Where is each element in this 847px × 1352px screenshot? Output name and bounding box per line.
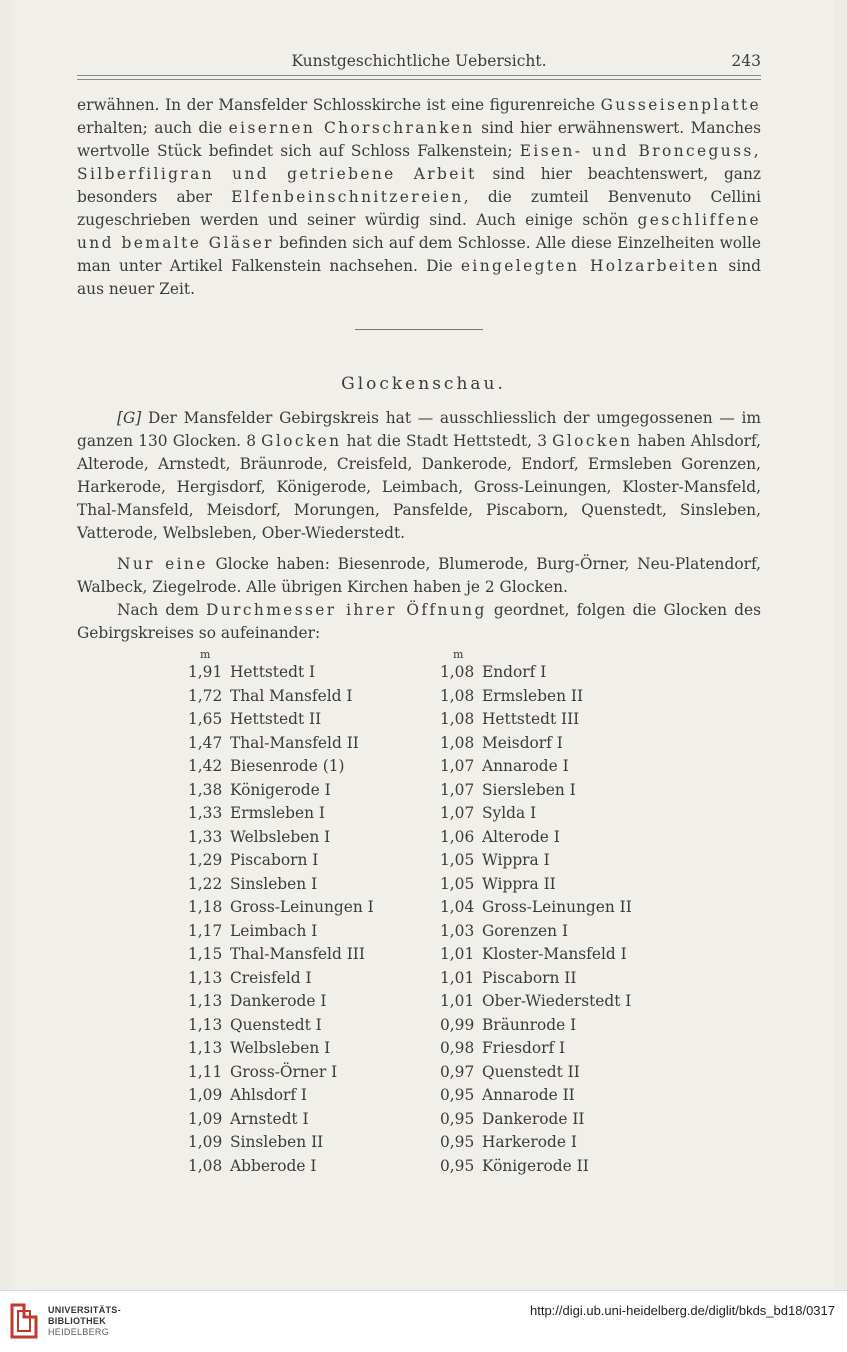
bell-diameter: 1,65 (188, 710, 223, 728)
text-run: eingelegten Holzarbeiten (460, 257, 721, 275)
bell-location: Sinsleben I (230, 874, 318, 893)
bell-location: Piscaborn I (230, 851, 319, 869)
bell-location: Arnstedt I (230, 1109, 309, 1128)
bell-diameter: 1,01 (440, 992, 475, 1010)
bell-diameter: 1,01 (440, 945, 475, 963)
bell-location: Annarode I (482, 757, 569, 775)
unit-label-right: m (453, 648, 464, 661)
text-run: eisernen Chorschranken (228, 119, 475, 137)
bell-row (188, 849, 374, 873)
bell-row (188, 685, 374, 709)
bell-row (440, 1131, 632, 1155)
bell-diameter: 1,08 (188, 1156, 223, 1175)
bell-row (440, 1014, 632, 1038)
bell-diameter: 1,91 (188, 663, 223, 681)
bell-row (440, 732, 632, 756)
text-run: Glocken (261, 432, 342, 450)
text-run: Durchmesser ihrer Öffnung (206, 601, 487, 619)
bell-location: Dankerode I (230, 992, 327, 1010)
bell-location: Hettstedt II (230, 710, 322, 728)
text-run: erwähnen. In der Mansfelder Schlosskirche ist eine figurenreiche (77, 96, 601, 114)
bell-row (188, 943, 374, 967)
bell-diameter: 0,97 (440, 1062, 475, 1081)
bells-paragraph-2 (77, 553, 761, 599)
bell-diameter: 0,95 (440, 1109, 475, 1128)
bell-row (440, 1084, 632, 1108)
bell-row (440, 1108, 632, 1132)
section-separator (355, 329, 483, 330)
text-run: sind hier erwähnenswert. Manches wertvolle Stück befindet sich auf Schloss Falkenstein; (77, 119, 761, 160)
bell-diameter: 1,33 (188, 827, 223, 846)
bell-row (440, 849, 632, 873)
bell-location: Annarode II (482, 1086, 575, 1104)
text-run: Der Mansfelder Gebirgskreis hat — ausschliesslich der umgegossenen — im ganzen 130 Glocken. 8 (77, 409, 761, 450)
logo-line-3: HEIDELBERG (48, 1327, 110, 1337)
bell-row (188, 1108, 374, 1132)
bell-diameter: 0,95 (440, 1133, 475, 1151)
library-logo-icon (8, 1301, 42, 1341)
bell-diameter: 1,08 (440, 663, 475, 681)
bell-location: Welbsleben I (230, 827, 331, 846)
bell-row (188, 779, 374, 803)
bell-row (188, 1037, 374, 1061)
text-run: sind aus neuer Zeit. (77, 257, 762, 298)
text-run: Eisen- und Bronceguss, Silberfiligran und getriebene Arbeit (77, 142, 761, 183)
bell-location: Endorf I (482, 663, 547, 681)
bell-location: Wippra I (482, 851, 550, 869)
bell-location: Piscaborn II (482, 968, 577, 987)
bell-diameter: 1,07 (440, 804, 475, 822)
section-heading: Glockenschau. (341, 374, 506, 394)
bell-diameter: 1,08 (440, 710, 475, 728)
bell-location: Ermsleben I (230, 804, 325, 822)
bell-diameter: 1,13 (188, 1039, 223, 1057)
bell-row (188, 802, 374, 826)
bell-diameter: 1,09 (188, 1133, 223, 1151)
page-number: 243 (731, 52, 761, 70)
bell-row (188, 1014, 374, 1038)
bell-row (188, 1084, 374, 1108)
text-run: hat die Stadt Hettstedt, 3 (341, 432, 553, 450)
bell-diameter: 1,33 (188, 804, 223, 822)
bell-row (440, 685, 632, 709)
bell-row (440, 873, 632, 897)
bell-table-left (188, 661, 374, 1178)
bell-location: Quenstedt I (230, 1015, 322, 1034)
text-run: befinden sich auf dem Schlosse. Alle diese Einzelheiten wolle man unter Artikel Falkenstein nachsehen. Die (77, 234, 761, 275)
bell-diameter: 1,04 (440, 898, 475, 916)
bell-row (188, 661, 374, 685)
bell-diameter: 1,06 (440, 827, 475, 846)
bell-location: Ahlsdorf I (230, 1086, 307, 1104)
logo-line-2: BIBLIOTHEK (48, 1316, 106, 1326)
bell-row (440, 802, 632, 826)
bell-diameter: 0,95 (440, 1086, 475, 1104)
bell-diameter: 0,98 (440, 1039, 475, 1057)
bell-row (440, 990, 632, 1014)
bell-location: Siersleben I (482, 780, 576, 799)
bell-location: Leimbach I (230, 921, 318, 940)
bell-location: Thal-Mansfeld II (230, 733, 359, 752)
bell-location: Creisfeld I (230, 968, 312, 987)
text-run: [G] (117, 409, 142, 427)
bell-location: Bräunrode I (482, 1015, 577, 1034)
bell-row (188, 873, 374, 897)
bell-diameter: 1,05 (440, 874, 475, 893)
bell-location: Sinsleben II (230, 1133, 324, 1151)
bell-diameter: 1,09 (188, 1109, 223, 1128)
bell-location: Alterode I (482, 827, 560, 846)
bell-location: Gorenzen I (482, 921, 569, 940)
bell-diameter: 0,99 (440, 1015, 475, 1034)
bell-location: Sylda I (482, 804, 537, 822)
library-logo-text (48, 1305, 121, 1338)
bell-row (188, 967, 374, 991)
bell-location: Friesdorf I (482, 1039, 566, 1057)
bell-diameter: 1,13 (188, 968, 223, 987)
bell-location: Welbsleben I (230, 1039, 331, 1057)
bell-row (188, 1155, 374, 1179)
bells-paragraph-3 (77, 599, 761, 645)
bell-row (188, 1131, 374, 1155)
logo-line-1: UNIVERSITÄTS- (48, 1305, 121, 1315)
bell-row (440, 661, 632, 685)
bell-diameter: 1,11 (188, 1062, 223, 1081)
bell-row (440, 708, 632, 732)
footer-bar (0, 1290, 847, 1352)
bell-table-right (440, 661, 632, 1178)
bell-location: Gross-Örner I (230, 1062, 338, 1081)
bell-diameter: 1,05 (440, 851, 475, 869)
bell-row (188, 732, 374, 756)
bell-diameter: 1,17 (188, 921, 223, 940)
bell-row (440, 1155, 632, 1179)
bell-row (440, 1061, 632, 1085)
source-url-link[interactable]: http://digi.ub.uni-heidelberg.de/diglit/bkds_bd18/0317 (529, 1303, 835, 1318)
bell-location: Gross-Leinungen I (230, 898, 374, 916)
bell-diameter: 1,29 (188, 851, 223, 869)
bell-row (440, 755, 632, 779)
bell-location: Harkerode I (482, 1133, 577, 1151)
bell-location: Kloster-Mansfeld I (482, 945, 627, 963)
header-rule-bottom (77, 79, 761, 80)
bell-diameter: 1,13 (188, 1015, 223, 1034)
bell-diameter: 1,07 (440, 780, 475, 799)
bell-location: Meisdorf I (482, 733, 563, 752)
bell-row (188, 708, 374, 732)
text-run: sind hier beachtenswert, ganz besonders aber (77, 165, 761, 206)
header-rule-top (77, 75, 761, 76)
text-run: Glocke haben: Biesenrode, Blumerode, Burg-Örner, Neu-Platendorf, Walbeck, Ziegelrode. Alle übrigen Kirchen haben je 2 Glocken. (77, 555, 761, 596)
bell-row (188, 826, 374, 850)
bell-row (188, 896, 374, 920)
bell-diameter: 0,95 (440, 1156, 475, 1175)
text-run: , die zumteil Benvenuto Cellini zugeschrieben werden und seiner würdig sind. Auch einige schön (77, 188, 761, 229)
bell-diameter: 1,72 (188, 686, 223, 705)
bell-location: Thal-Mansfeld III (230, 945, 365, 963)
bell-location: Königerode II (482, 1156, 589, 1175)
intro-paragraph (77, 94, 761, 301)
unit-label-left: m (200, 648, 211, 661)
bell-diameter: 1,08 (440, 733, 475, 752)
bell-location: Biesenrode (1) (230, 757, 345, 775)
text-run: geschliffene und bemalte Gläser (77, 211, 761, 252)
text-run: Elfenbeinschnitzereien (231, 188, 464, 206)
bell-location: Gross-Leinungen II (482, 898, 632, 916)
bell-row (188, 1061, 374, 1085)
bell-row (188, 755, 374, 779)
bell-row (440, 826, 632, 850)
bell-location: Hettstedt III (482, 710, 580, 728)
bell-row (440, 1037, 632, 1061)
text-run: Nur eine (117, 555, 208, 573)
bell-location: Ermsleben II (482, 686, 584, 705)
bell-row (188, 920, 374, 944)
bell-diameter: 1,38 (188, 780, 223, 799)
running-header (77, 52, 761, 76)
bell-location: Dankerode II (482, 1109, 585, 1128)
bell-diameter: 1,18 (188, 898, 223, 916)
bell-row (188, 990, 374, 1014)
bell-diameter: 1,13 (188, 992, 223, 1010)
bell-diameter: 1,42 (188, 757, 223, 775)
bell-location: Abberode I (230, 1156, 317, 1175)
text-run: haben Ahlsdorf, Alterode, Arnstedt, Bräunrode, Creisfeld, Dankerode, Endorf, Ermsleben Gorenzen, Harkerode, Hergisdorf, Königerode, Leimbach, Gross-Leinungen, Kloster-Mansfeld, Thal-Mansfeld, Meisdorf, Morungen, Pansfelde, Piscaborn, Quenstedt, Sinsleben, Vatterode, Welbsleben, Ober-Wiederstedt. (77, 432, 761, 542)
bell-diameter: 1,01 (440, 968, 475, 987)
bell-row (440, 943, 632, 967)
bell-diameter: 1,07 (440, 757, 475, 775)
text-run: erhalten; auch die (77, 119, 229, 137)
running-title: Kunstgeschichtliche Uebersicht. (291, 52, 547, 70)
bell-location: Ober-Wiederstedt I (482, 992, 632, 1010)
bell-location: Thal Mansfeld I (230, 686, 353, 705)
text-run: geordnet, folgen die Glocken des Gebirgskreises so aufeinander: (77, 601, 761, 642)
bell-diameter: 1,47 (188, 733, 223, 752)
bell-diameter: 1,09 (188, 1086, 223, 1104)
bell-diameter: 1,08 (440, 686, 475, 705)
bell-row (440, 896, 632, 920)
bell-diameter: 1,03 (440, 921, 475, 940)
bell-row (440, 920, 632, 944)
bell-location: Königerode I (230, 780, 331, 799)
bell-diameter: 1,22 (188, 874, 223, 893)
bells-paragraph-1 (77, 407, 761, 545)
bell-row (440, 779, 632, 803)
bell-diameter: 1,15 (188, 945, 223, 963)
bell-location: Hettstedt I (230, 663, 316, 681)
bell-location: Wippra II (482, 874, 556, 893)
text-run: Gusseisenplatte (600, 96, 761, 114)
bell-row (440, 967, 632, 991)
text-run: Glocken (552, 432, 633, 450)
bell-location: Quenstedt II (482, 1062, 580, 1081)
text-run: Nach dem (117, 601, 207, 619)
